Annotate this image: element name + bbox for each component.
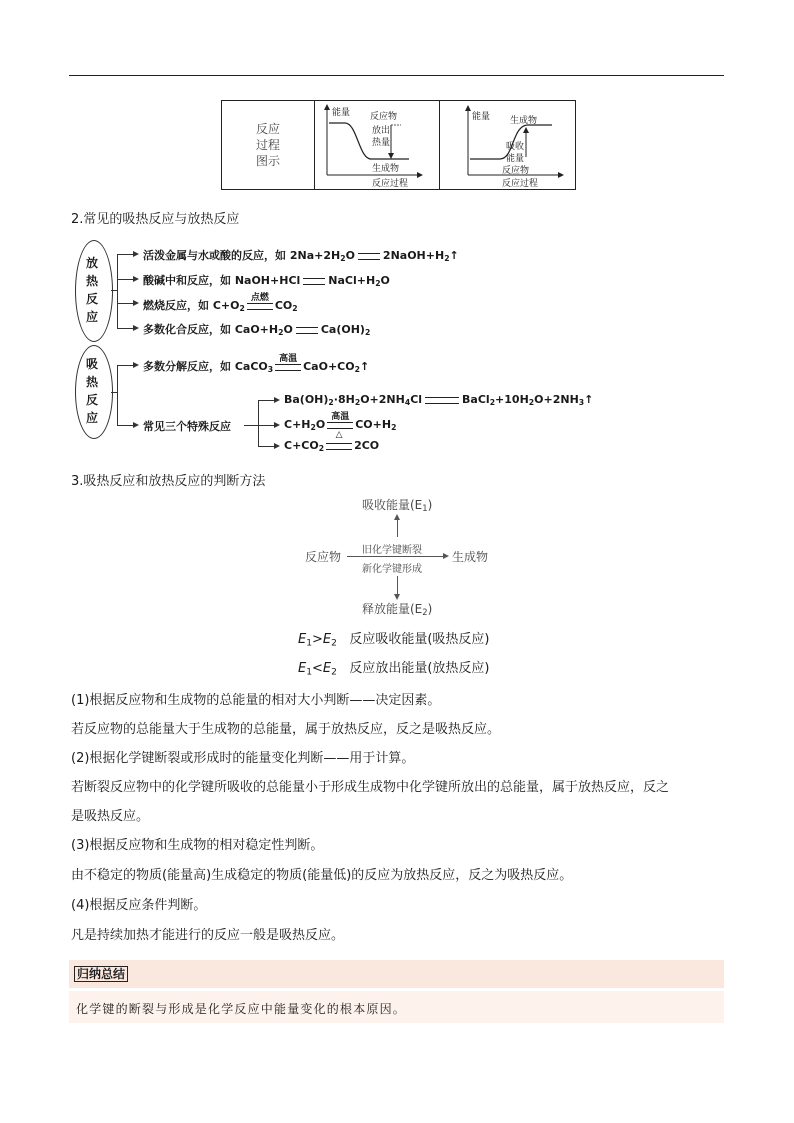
endo-label: 吸 热 反 应 <box>86 357 99 425</box>
exo-item-metal: 活泼金属与水或酸的反应，如 $2Na+2H_2O$ $2NaOH+H_2↑$ <box>143 249 459 263</box>
para-2: 若反应物的总能量大于生成物的总能量，属于放热反应，反之是吸热反应。 <box>71 722 501 737</box>
endo-absorb-1: 吸收 <box>506 142 525 152</box>
energy-diagram-table <box>221 100 576 190</box>
para-9: 凡是持续加热才能进行的反应一般是吸热反应。 <box>71 928 345 943</box>
diagram-release-energy: 释放能量$(E_2)$ <box>362 602 433 618</box>
exo-item-combination: 多数化合反应，如 $CaO+H_2O$ $Ca(OH)_2$ <box>143 323 371 337</box>
section3-heading: 3.吸热反应和放热反应的判断方法 <box>71 474 266 489</box>
diagram-bond-forming: 新化学键形成 <box>362 564 422 575</box>
para-4: 若断裂反应物中的化学键所吸收的总能量小于形成生成物中化学键所放出的总能量，属于放热反应，反之 <box>71 780 670 795</box>
para-6: (3)根据反应物和生成物的相对稳定性判断。 <box>71 838 324 853</box>
diagram-bond-breaking: 旧化学键断裂 <box>362 545 422 556</box>
header-rule <box>69 75 724 76</box>
endo-absorb-2: 能量 <box>506 154 525 164</box>
rule-exothermic: $E_1<E_2$ 反应放出能量(放热反应) <box>298 661 490 678</box>
summary-text: 化学键的断裂与形成是化学反应中能量变化的根本原因。 <box>76 1002 407 1016</box>
exo-label: 放 热 反 应 <box>86 256 99 324</box>
table-row-label: 反应 过程 图示 <box>255 122 280 168</box>
rule-endothermic: $E_1>E_2$ 反应吸收能量(吸热反应) <box>298 632 490 649</box>
endo-product: 生成物 <box>510 116 538 126</box>
endo-xlabel: 反应过程 <box>502 179 539 189</box>
section2-heading: 2.常见的吸热反应与放热反应 <box>71 212 240 227</box>
exo-item-neutralization: 酸碱中和反应，如 NaOH+HCl $NaCl+H_2O$ <box>143 274 390 288</box>
exo-release-1: 放出 <box>372 126 391 136</box>
para-1: (1)根据反应物和生成物的总能量的相对大小判断——决定因素。 <box>71 693 441 708</box>
special-reaction-bariumhydroxide: $Ba(OH)_2\cdot 8H_2O+2NH_4Cl$ $BaCl_2+10H_2O+2NH_3↑$ <box>284 393 594 407</box>
endo-item-decomposition: 多数分解反应，如 CaCO$_3$ 高温 $CaO+CO_2↑$ <box>143 353 370 374</box>
para-5: 是吸热反应。 <box>71 809 150 824</box>
endo-ylabel: 能量 <box>472 112 491 122</box>
summary-header-bg <box>69 960 724 988</box>
special-reaction-water-gas: $C+H_2O$ 高温 $CO+H_2$ <box>284 411 397 432</box>
endo-item-special: 常见三个特殊反应 <box>143 420 231 433</box>
diagram-reactant: 反应物 <box>305 550 342 564</box>
diagram-absorb-energy: 吸收能量$(E_1)$ <box>362 498 433 514</box>
exo-ylabel: 能量 <box>332 108 351 118</box>
exo-xlabel: 反应过程 <box>372 179 409 189</box>
exo-release-2: 热量 <box>372 138 391 148</box>
endo-reactant: 反应物 <box>502 166 530 176</box>
exo-product: 生成物 <box>372 164 400 174</box>
para-3: (2)根据化学键断裂或形成时的能量变化判断——用于计算。 <box>71 751 415 766</box>
para-8: (4)根据反应条件判断。 <box>71 898 207 913</box>
special-reaction-carbon-dioxide: $C+CO_2$ △ 2CO <box>284 429 380 453</box>
exo-reactant: 反应物 <box>370 112 398 122</box>
diagram-product: 生成物 <box>452 550 489 564</box>
exo-item-combustion: 燃烧反应，如 $C+O_2$ 点燃 $CO_2$ <box>143 292 298 313</box>
summary-title: 归纳总结 <box>74 966 128 982</box>
para-7: 由不稳定的物质(能量高)生成稳定的物质(能量低)的反应为放热反应，反之为吸热反应。 <box>71 868 573 883</box>
